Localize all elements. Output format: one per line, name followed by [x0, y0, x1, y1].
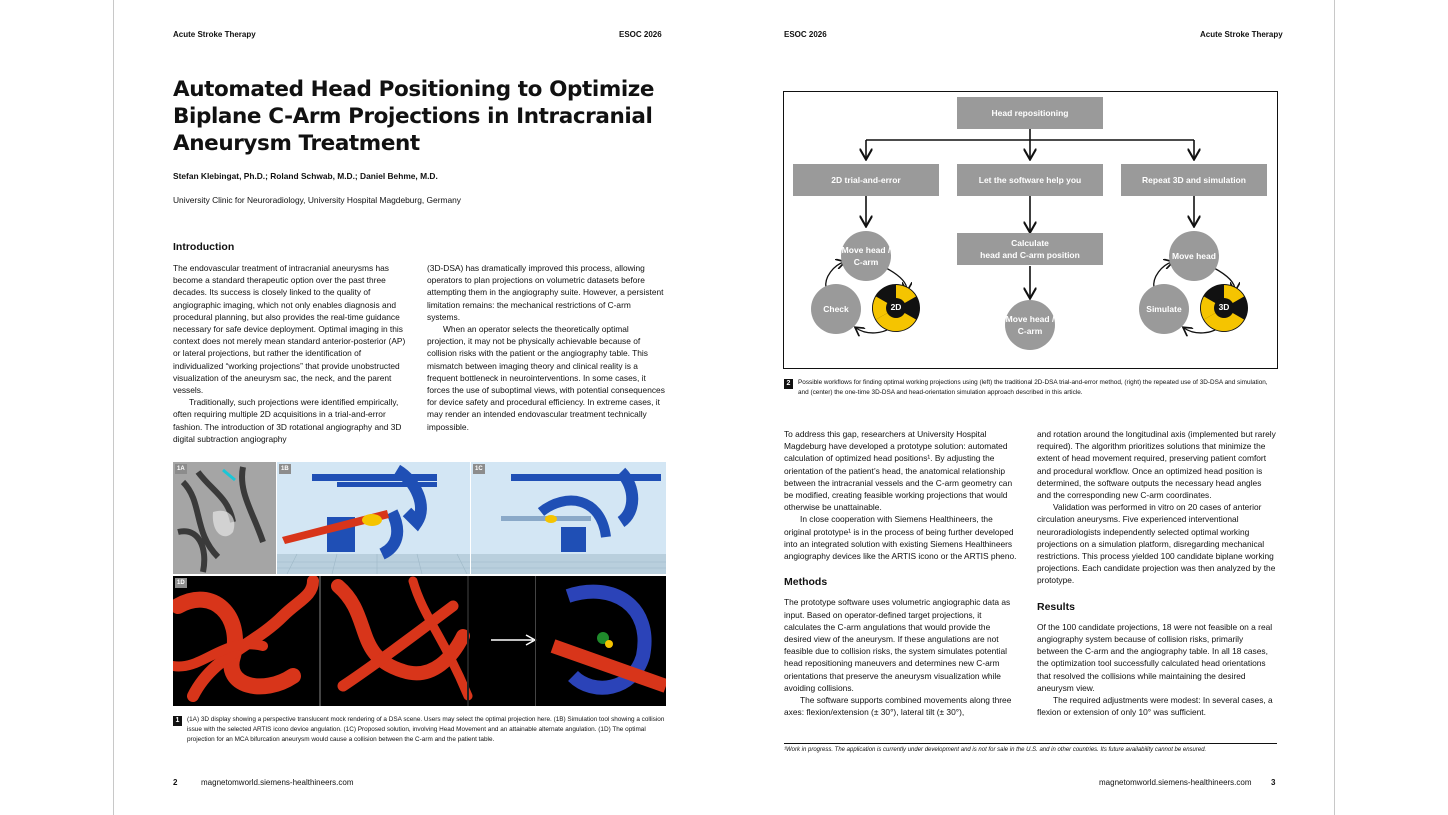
flow-repeat-3d-simulation: Repeat 3D and simulation	[1121, 164, 1267, 196]
figure-1d-vessel-views	[173, 576, 666, 706]
running-header-section: Acute Stroke Therapy	[1200, 30, 1283, 39]
flow-3d-label: 3D	[1218, 302, 1230, 312]
mca-aneurysm-renderings	[173, 576, 666, 706]
flow-software-help: Let the software help you	[957, 164, 1103, 196]
intro-paragraph: The endovascular treatment of intracranial aneurysms has become a standard therapeutic option over the past three decades. Its success is closely linked to the quality of angiographic imaging, which not only enables diagnosis and procedural planning, but also provides the real-time guidance necessary for safe device deployment. Optimal imaging in this context does not merely mean standard anterior-posterior (AP) or lateral projections, but rather the identification of individualized “working projections” that provide unobstructed visualization of the aneurysm sac, the neck, and the parent vessels.	[173, 263, 406, 396]
flow-head-repositioning: Head repositioning	[957, 97, 1103, 129]
body-paragraph: and rotation around the longitudinal axis (implemented but rarely required). The algorithm prioritizes solutions that minimize the extent of head movement required, preserving patient comfort and procedural workflow. Once an optimized head position is determined, the software outputs the necessary head angles and the corresponding new C-arm coordinates.	[1037, 429, 1276, 501]
figure-1c-solution	[471, 462, 666, 574]
body-paragraph: The required adjustments were modest: In several cases, a flexion or extension of only 10° was sufficient.	[1037, 695, 1273, 718]
intro-column-1	[173, 262, 412, 445]
intro-paragraph: When an operator selects the theoretically optimal projection, it may not be physically achievable because of collision risks with the patient or the angiography table. This mismatch between imaging theory and clinical reality is a frequent bottleneck in neurointerventions. In some cases, it forces the use of suboptimal views, with potential consequences for device safety and procedural efficiency. In extreme cases, it may render an intended endovascular treatment technically impossible.	[427, 324, 665, 432]
running-header-event: ESOC 2026	[619, 30, 662, 39]
introduction-heading: Introduction	[173, 241, 235, 253]
panel-label: 1C	[475, 466, 483, 472]
running-header-section: Acute Stroke Therapy	[173, 30, 256, 39]
figure-2-number: 2	[784, 379, 793, 389]
flow-calculate-line-2: head and C-arm position	[980, 250, 1080, 260]
body-column-2	[1037, 428, 1277, 718]
title-line-3: Aneurysm Treatment	[173, 131, 420, 156]
flow-move-head-c-arm-center: Move head / C-arm	[1005, 300, 1055, 350]
flow-check: Check	[811, 284, 861, 334]
title-line-1: Automated Head Positioning to Optimize	[173, 77, 655, 102]
flow-move-head-c-arm: Move head / C-arm	[841, 231, 891, 281]
figure-1-caption-text: (1A) 3D display showing a perspective translucent mock rendering of a DSA scene. Users may select the optimal projection here. (1B) Simulation tool showing a collision issue with the selected ARTIS icono device angulation. (1C) Proposed solution, involving Head Movement and an attainable alternate angulation. (1D) The optimal projection for an MCA bifurcation aneurysm would cause a collision between the C-arm and the patient table.	[187, 716, 665, 743]
page-number: 3	[1271, 778, 1276, 787]
flow-calculate-position	[957, 233, 1103, 265]
panel-label: 1A	[177, 466, 185, 472]
title-line-2: Biplane C-Arm Projections in Intracranial	[173, 104, 653, 129]
body-paragraph: The prototype software uses volumetric angiographic data as input. Based on operator-defined target projections, it calculates the C-arm angulations that would provide the desired view of the aneurysm. If these angulations are not feasible due to collision risks, the system simulates potential head repositioning maneuvers and determines new C-arm orientations that preserve the aneurysm visualization while avoiding collisions.	[784, 597, 1011, 693]
footer-page-number	[173, 778, 177, 787]
article-title	[173, 76, 693, 157]
footer-url[interactable]: magnetomworld.siemens-healthineers.com	[1099, 778, 1252, 787]
methods-heading: Methods	[784, 576, 828, 589]
intro-column-2	[427, 262, 666, 433]
body-paragraph: Validation was performed in vitro on 20 cases of anterior circulation aneurysms. Five experienced interventional neuroradiologists independently selected optimal working projections on a simulation platform, disregarding mechanical restrictions. This process yielded 100 candidate biplane working projections. Each candidate projection was then analyzed by the prototype.	[1037, 502, 1276, 586]
figure-1a-dsa-image	[173, 462, 276, 574]
affiliation: University Clinic for Neuroradiology, University Hospital Magdeburg, Germany	[173, 195, 461, 205]
figure-2-caption	[784, 378, 1276, 398]
figure-2-caption-text: Possible workflows for finding optimal working projections using (left) the traditional 2D-DSA trial-and-error method, (right) the repeated use of 3D-DSA and simulation, and (center) the one-time 3D-DSA and head-orientation simulation approach described in this article.	[798, 379, 1268, 396]
flow-2d-trial-and-error: 2D trial-and-error	[793, 164, 939, 196]
flow-calculate-line-1: Calculate	[1011, 238, 1049, 248]
dsa-rendering	[173, 462, 276, 574]
footer-page-number	[1271, 778, 1275, 787]
figure-2-workflow-diagram	[783, 91, 1278, 369]
body-column-1	[784, 428, 1020, 718]
panel-label: 1B	[281, 466, 289, 472]
body-paragraph: To address this gap, researchers at University Hospital Magdeburg have developed a prototype solution: automated calculation of optimized head positions¹. By adjusting the orientation of the patient’s head, the anatomical relationship between the intracranial vessels and the C-arm geometry can be modified, creating feasible working projections that would otherwise be unattainable.	[784, 429, 1013, 513]
left-page	[113, 0, 726, 815]
figure-1-caption	[173, 715, 668, 745]
flow-move-head: Move head	[1169, 231, 1219, 281]
flow-simulate: Simulate	[1139, 284, 1189, 334]
right-page	[724, 0, 1335, 815]
results-heading: Results	[1037, 600, 1075, 613]
body-paragraph: In close cooperation with Siemens Healthineers, the original prototype¹ is in the process of being further developed into an integrated solution with existing Siemens Healthineers angiography devices like the ARTIS icono or the ARTIS pheno.	[784, 514, 1017, 562]
intro-paragraph: Traditionally, such projections were identified empirically, often requiring multiple 2D acquisitions in a trial-and-error fashion. The introduction of 3D rotational angiography and 3D digital subtraction angiography	[173, 397, 402, 444]
page-number: 2	[173, 778, 178, 787]
panel-label: 1D	[177, 580, 185, 586]
footnote-divider	[784, 743, 1277, 744]
intro-paragraph: (3D-DSA) has dramatically improved this process, allowing operators to plan projections on volumetric datasets before attempting them in the angiography suite. However, a persistent limitation remains: the mechanical restrictions of C-arm systems.	[427, 263, 664, 322]
figure-1-number: 1	[173, 716, 182, 726]
collision-simulation-render	[277, 462, 470, 574]
body-paragraph: Of the 100 candidate projections, 18 were not feasible on a real angiography system because of collision risks, primarily between the C-arm and the angiography table. In all 18 cases, the optimization tool successfully calculated head orientations that resolved the collisions while maintaining the desired aneurysm view.	[1037, 621, 1273, 693]
body-paragraph: The software supports combined movements along three axes: flexion/extension (± 30°), lateral tilt (± 30°),	[784, 695, 1012, 718]
alternate-angulation-render	[471, 462, 666, 574]
footer-url[interactable]: magnetomworld.siemens-healthineers.com	[201, 778, 354, 787]
footnote: ¹Work in progress. The application is currently under development and is not for sale in the U.S. and in other countries. Its future availability cannot be ensured.	[784, 747, 1207, 753]
running-header-event: ESOC 2026	[784, 30, 827, 39]
authors: Stefan Klebingat, Ph.D.; Roland Schwab, M.D.; Daniel Behme, M.D.	[173, 171, 438, 181]
flow-2d-label: 2D	[890, 302, 902, 312]
figure-1b-simulation	[277, 462, 470, 574]
